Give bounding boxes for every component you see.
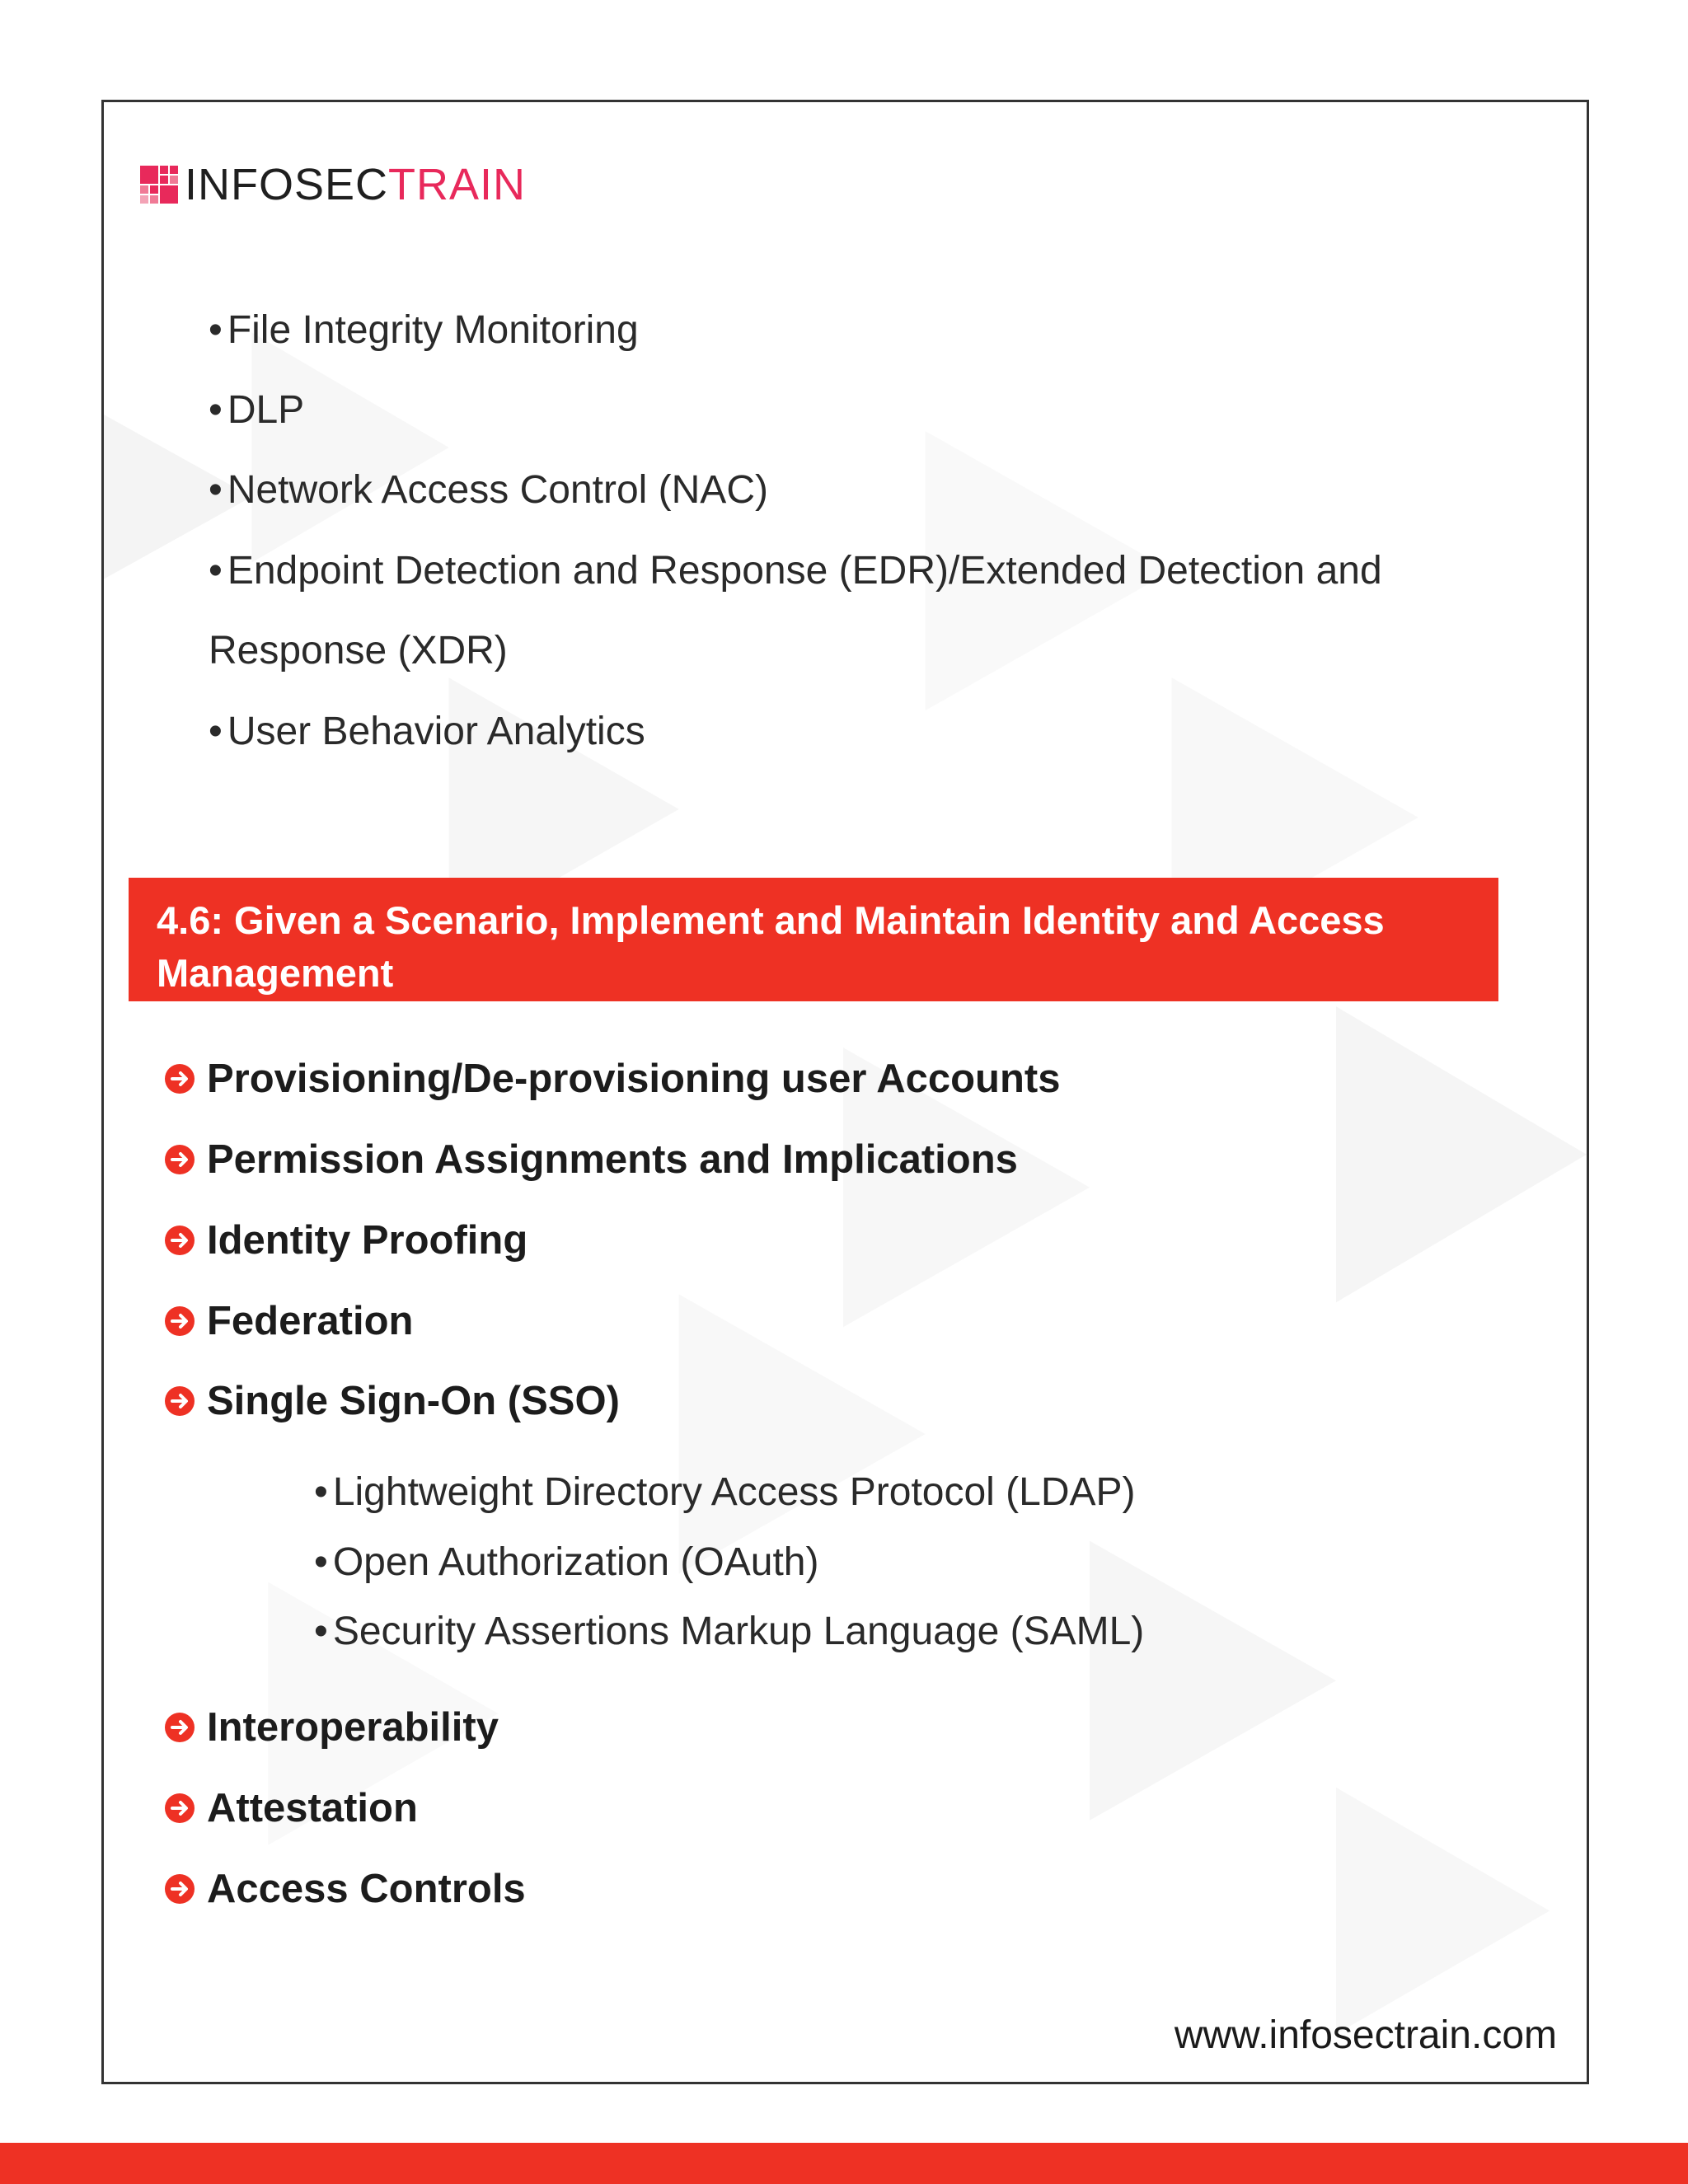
main-list-label: Federation [207,1299,414,1343]
footer-bar [0,2143,1688,2184]
bullet-icon: • [209,468,223,512]
arrow-circle-icon [165,1145,195,1174]
bullet-icon: • [209,388,223,432]
sso-subitem: • Security Assertions Markup Language (SAML) [314,1610,1145,1653]
website-link[interactable]: www.infosectrain.com [1174,2013,1557,2057]
main-list-label: Attestation [207,1786,418,1830]
arrow-circle-icon [165,1713,195,1742]
arrow-circle-icon [165,1064,195,1094]
main-list-item [165,1779,418,1837]
list-item: • File Integrity Monitoring [209,308,639,352]
logo-text-train: TRAIN [388,160,527,209]
arrow-circle-icon [165,1386,195,1416]
main-list-item [165,1699,499,1756]
bullet-icon: • [314,1610,328,1653]
arrow-circle-icon [165,1226,195,1255]
bullet-icon: • [209,308,223,352]
section-heading-line1: 4.6: Given a Scenario, Implement and Maintain Identity and Access [157,898,1385,942]
main-list-item [165,1292,413,1350]
section-heading-banner [129,878,1498,1001]
main-list-label: Identity Proofing [207,1218,528,1263]
main-list-label: Provisioning/De-provisioning user Accounts [207,1057,1061,1101]
logo-text-infosec: INFOSEC [185,160,389,209]
main-list-item [165,1372,620,1430]
list-item: • Endpoint Detection and Response (EDR)/Extended Detection and [209,549,1382,593]
main-list-item [165,1131,1018,1188]
main-list-label: Interoperability [207,1705,499,1750]
list-item: • User Behavior Analytics [209,710,645,753]
infosectrain-logo [140,160,526,209]
sso-subitem: • Open Authorization (OAuth) [314,1540,819,1584]
arrow-circle-icon [165,1306,195,1336]
main-list-label: Single Sign-On (SSO) [207,1379,620,1423]
sso-subitem: • Lightweight Directory Access Protocol (LDAP) [314,1470,1136,1514]
arrow-circle-icon [165,1793,195,1823]
main-list-label: Access Controls [207,1867,526,1911]
list-item: • DLP [209,388,305,432]
bullet-icon: • [209,710,223,753]
bullet-icon: • [209,549,223,593]
main-list-item [165,1050,1060,1108]
logo-text [185,160,526,209]
page-frame [101,100,1589,2084]
section-heading-line2: Management [157,951,394,995]
bullet-icon: • [314,1470,328,1514]
main-list-item [165,1860,526,1918]
arrow-circle-icon [165,1874,195,1904]
main-list-item [165,1212,528,1269]
main-list-label: Permission Assignments and Implications [207,1137,1018,1182]
list-item-continuation: Response (XDR) [209,629,508,673]
logo-grid-icon [140,166,178,204]
list-item: • Network Access Control (NAC) [209,468,768,512]
bullet-icon: • [314,1540,328,1584]
